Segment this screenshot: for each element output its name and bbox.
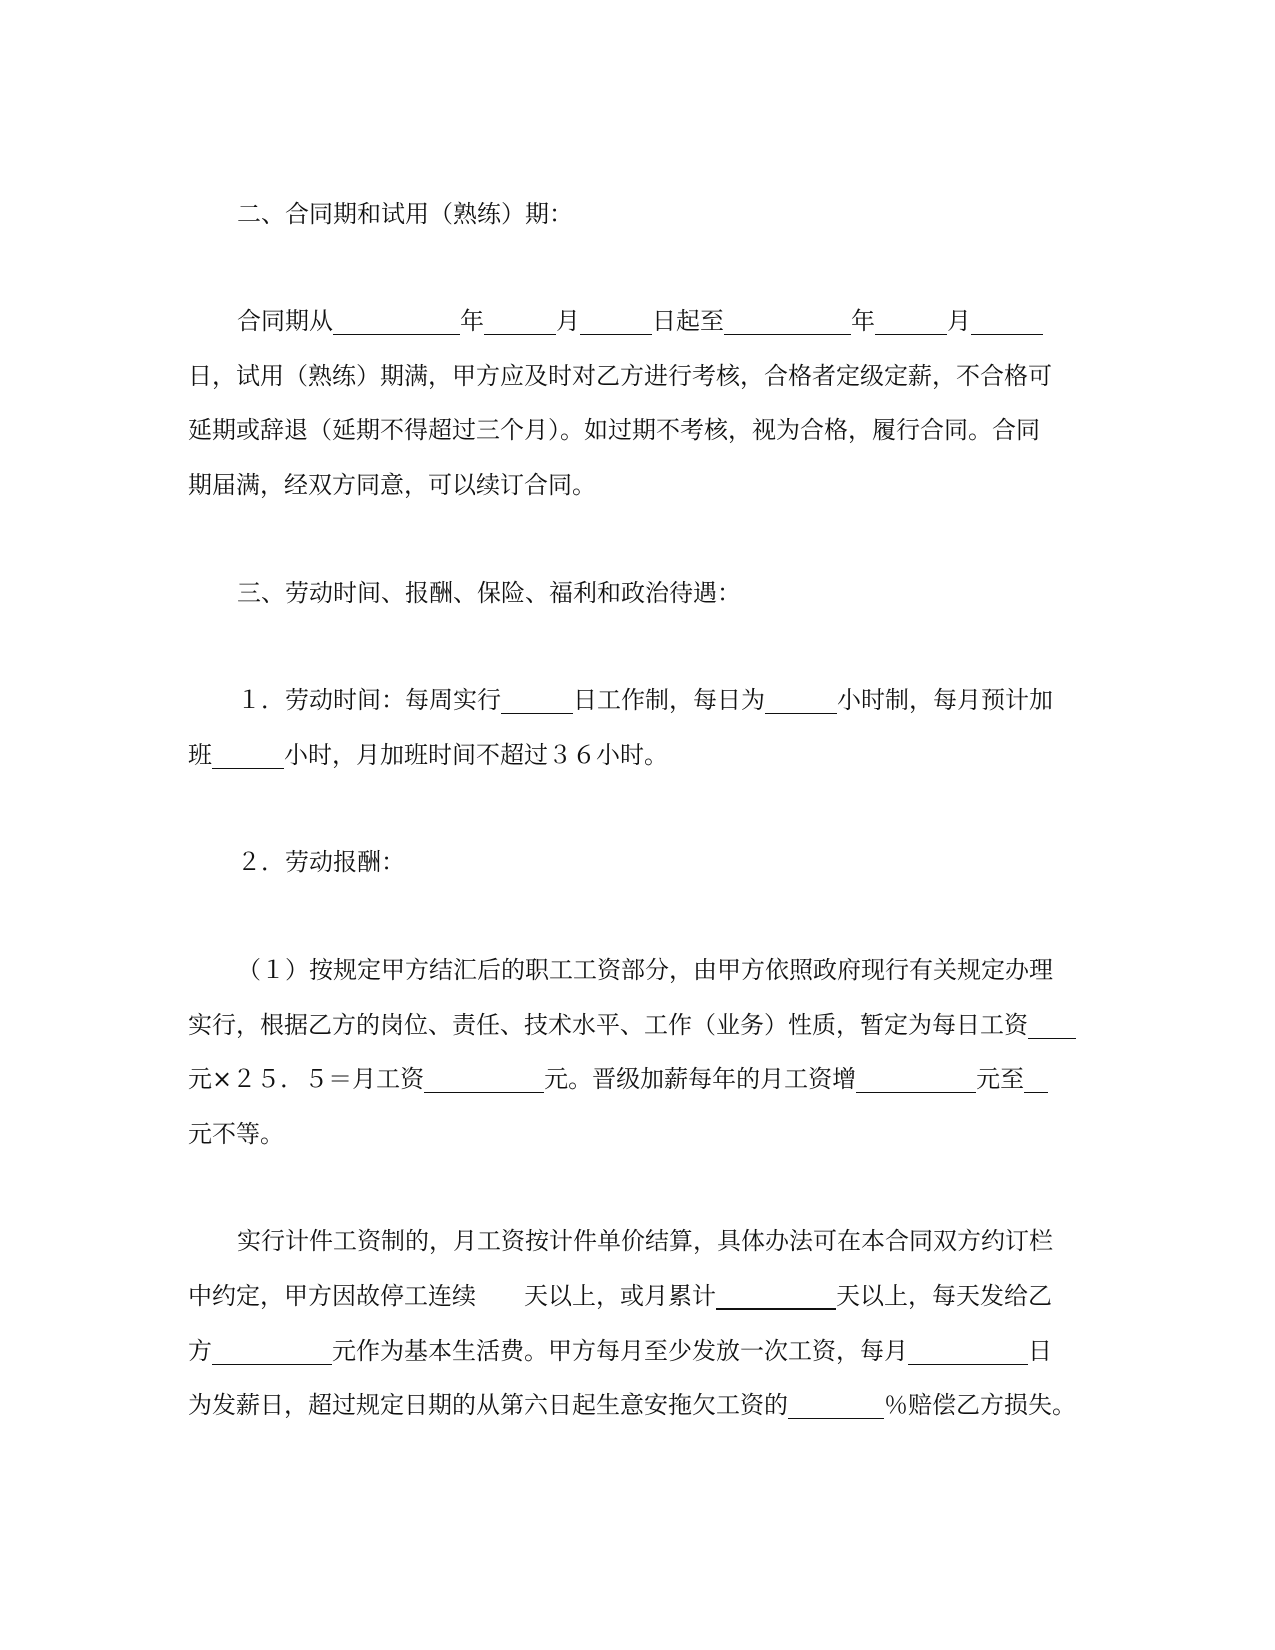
- text-run: （１）按规定甲方结汇后的职工工资部分，由甲方依照政府现行有关规定办理: [237, 956, 1053, 984]
- text-run: 年: [851, 307, 875, 335]
- text-run: １．劳动时间：每周实行: [237, 686, 501, 714]
- paragraph-line: [188, 467, 596, 503]
- blank-daily-wage[interactable]: [1028, 1010, 1076, 1039]
- text-run: 元。晋级加薪每年的月工资增: [544, 1065, 857, 1093]
- blank-start-month[interactable]: [484, 306, 556, 335]
- text-run: 年: [460, 307, 484, 335]
- paragraph-line: [188, 1116, 284, 1152]
- text-run: 月: [556, 307, 580, 335]
- text-run: 日工作制，每日为: [573, 686, 765, 714]
- paragraph-line: [188, 412, 1040, 448]
- blank-workdays[interactable]: [501, 685, 573, 714]
- text-run: 天以上，或月累计: [524, 1282, 716, 1310]
- blank-penalty-percent[interactable]: [788, 1390, 884, 1419]
- text-run: 元作为基本生活费。甲方每月至少发放一次工资，每月: [332, 1337, 908, 1365]
- monthly-wage-line: [188, 1061, 1048, 1097]
- remuneration-heading: [237, 844, 405, 880]
- text-run: 元至: [976, 1065, 1025, 1093]
- contract-period-line: [237, 303, 1043, 339]
- text-run: 日，试用（熟练）期满，甲方应及时对乙方进行考核，合格者定级定薪，不合格可: [188, 362, 1052, 390]
- text-run: 延期或辞退（延期不得超过三个月）。如过期不考核，视为合格，履行合同。合同: [188, 416, 1040, 444]
- text-run: 合同期从: [237, 307, 333, 335]
- text-run: 实行计件工资制的，月工资按计件单价结算，具体办法可在本合同双方约订栏: [237, 1227, 1053, 1255]
- text-run: 小时制，每月预计加: [837, 686, 1053, 714]
- text-run: 中约定，甲方因故停工连续: [188, 1282, 476, 1310]
- paragraph-line: [188, 1007, 1076, 1043]
- section-3-heading: [237, 575, 741, 611]
- text-run: 日: [1028, 1337, 1052, 1365]
- text-run: 为发薪日，超过规定日期的从第六日起生意安拖欠工资的: [188, 1391, 788, 1419]
- text-run: 方: [188, 1337, 212, 1365]
- blank-cumulative-days[interactable]: [716, 1280, 836, 1310]
- section-2-heading: [237, 196, 573, 232]
- text-run: ２．劳动报酬：: [237, 848, 405, 876]
- blank-end-year[interactable]: [724, 306, 851, 335]
- blank-end-month[interactable]: [875, 306, 947, 335]
- paragraph-line: [237, 1223, 1053, 1259]
- blank-raise-min[interactable]: [856, 1064, 976, 1093]
- blank-overtime-hours[interactable]: [212, 740, 284, 769]
- blank-daily-hours[interactable]: [765, 685, 837, 714]
- blank-monthly-wage[interactable]: [424, 1064, 544, 1093]
- late-payment-line: [188, 1387, 1076, 1423]
- working-hours-line: [237, 682, 1053, 718]
- blank-raise-max[interactable]: [1024, 1064, 1048, 1093]
- section-heading-text: 三、劳动时间、报酬、保险、福利和政治待遇：: [237, 579, 741, 607]
- blank-start-year[interactable]: [333, 306, 460, 335]
- work-stoppage-line: [188, 1278, 1052, 1314]
- text-run: 月: [947, 307, 971, 335]
- text-run: 小时，月加班时间不超过３６小时。: [284, 741, 668, 769]
- section-heading-text: 二、合同期和试用（熟练）期：: [237, 200, 573, 228]
- blank-end-day[interactable]: [971, 306, 1043, 335]
- text-run: 日起至: [652, 307, 724, 335]
- text-run: 实行，根据乙方的岗位、责任、技术水平、工作（业务）性质，暂定为每日工资: [188, 1011, 1028, 1039]
- living-allowance-line: [188, 1333, 1052, 1369]
- text-run: ％赔偿乙方损失。: [884, 1391, 1076, 1419]
- text-run: 期届满，经双方同意，可以续订合同。: [188, 471, 596, 499]
- text-run: 班: [188, 741, 212, 769]
- blank-payday[interactable]: [908, 1336, 1028, 1365]
- blank-start-day[interactable]: [580, 306, 652, 335]
- text-run: 元×２５．５＝月工资: [188, 1065, 425, 1093]
- blank-living-allowance[interactable]: [212, 1336, 332, 1365]
- overtime-line: [188, 737, 668, 773]
- paragraph-line: [188, 358, 1052, 394]
- paragraph-line: [237, 952, 1053, 988]
- text-run: 元不等。: [188, 1120, 284, 1148]
- text-run: 天以上，每天发给乙: [836, 1282, 1052, 1310]
